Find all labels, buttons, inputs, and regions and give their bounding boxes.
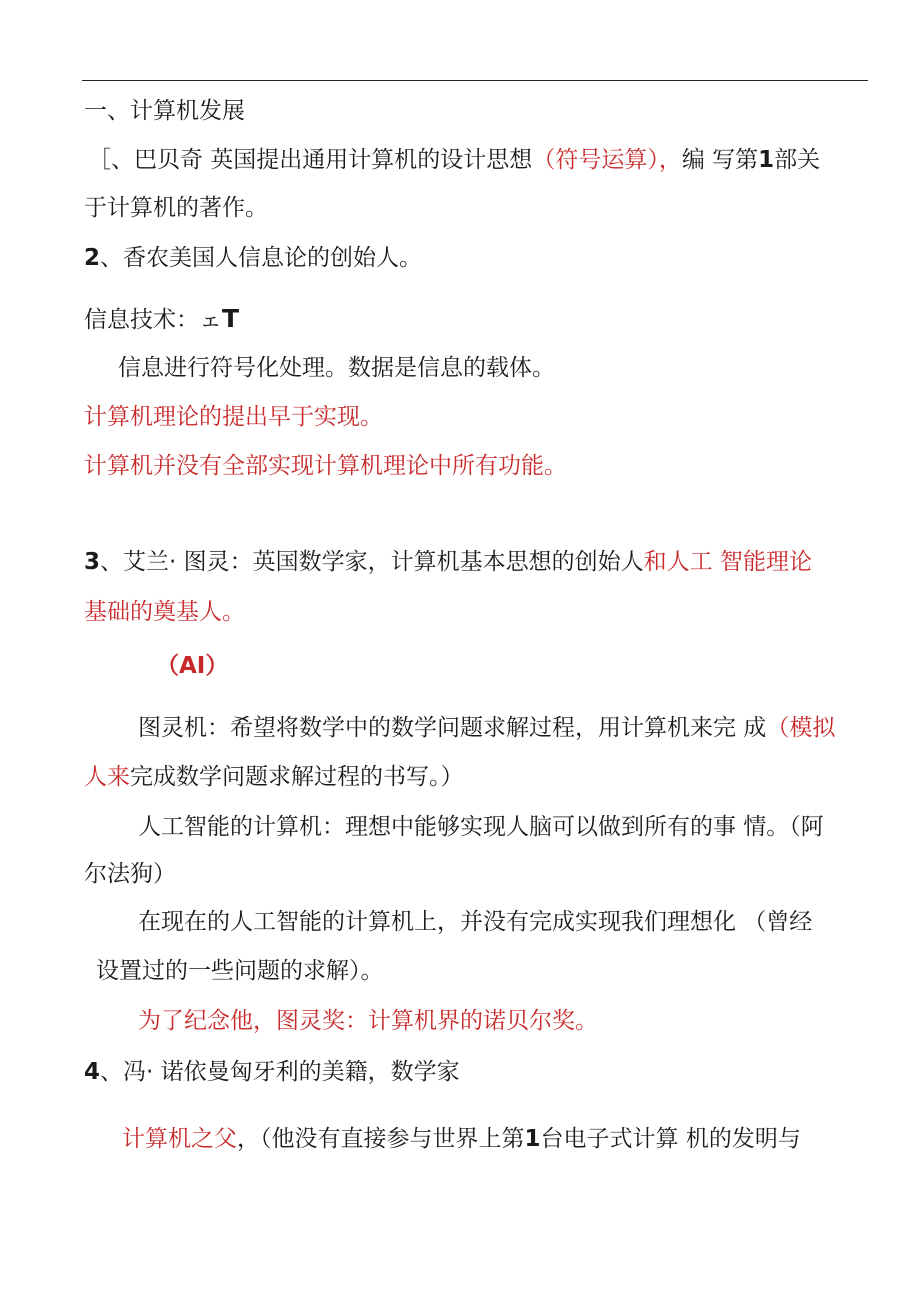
text-turing: 、艾兰· 图灵：英国数学家，计算机基本思想的创始人	[100, 549, 644, 575]
text-ai-abbrev: （AI）	[156, 653, 229, 679]
text-von-neumann: 、冯· 诺依曼匈牙利的美籍，数学家	[100, 1059, 460, 1085]
paragraph-it	[84, 303, 239, 336]
paragraph-theory-before-implementation: 计算机理论的提出早于实现。	[84, 404, 383, 430]
paragraph-not-all-implemented: 计算机并没有全部实现计算机理论中所有功能。	[84, 453, 567, 479]
paragraph-turing-line2: 基础的奠基人。	[84, 599, 245, 625]
paragraph-father-of-computer	[122, 1123, 801, 1155]
item-number-3: 3	[84, 549, 101, 575]
text-father-of-computer: 计算机之父	[122, 1126, 237, 1152]
heading-computer-development: 一、计算机发展	[84, 98, 245, 124]
text-shannon: 、香农美国人信息论的创始人。	[100, 245, 423, 271]
paragraph-turing-line1	[84, 546, 812, 578]
text-symbol-operation: （符号运算），	[532, 147, 682, 173]
number-one: 1	[758, 147, 775, 173]
paragraph-current-ai-line2: 设置过的一些问题的求解）。	[96, 958, 384, 984]
paragraph-current-ai-line1: 在现在的人工智能的计算机上，并没有完成实现我们理想化 （曾经	[138, 909, 813, 935]
text-it-label: 信息技术：	[84, 307, 199, 333]
paragraph-von-neumann	[84, 1056, 460, 1088]
text-it-glyph: ェ	[199, 307, 222, 333]
text-complete: 完成数学问题求解过程的书写。）	[130, 764, 464, 790]
paragraph-shannon	[84, 242, 422, 274]
paragraph-info-processing: 信息进行符号化处理。数据是信息的载体。	[118, 355, 555, 381]
header-rule	[82, 80, 868, 81]
paragraph-babbage-line1	[88, 144, 820, 176]
text-ai-theory: 和人工 智能理论	[643, 549, 812, 575]
paragraph-babbage-line2: 于计算机的著作。	[84, 195, 268, 221]
text-write: 编 写第	[681, 147, 759, 173]
item-number-2: 2	[84, 245, 101, 271]
paragraph-ai-computer-line1: 人工智能的计算机：理想中能够实现人脑可以做到所有的事 情。（阿	[138, 814, 824, 840]
paragraph-turing-award: 为了纪念他，图灵奖：计算机界的诺贝尔奖。	[138, 1008, 598, 1034]
text-human: 人来	[84, 764, 130, 790]
number-one-b: 1	[524, 1126, 541, 1152]
text-simulate: （模拟	[766, 715, 836, 741]
text-it-t: T	[222, 304, 240, 333]
text-turing-machine: 图灵机：希望将数学中的数学问题求解过程，用计算机来完 成	[138, 715, 767, 741]
paragraph-turing-machine-line2	[84, 761, 464, 793]
item-number-4: 4	[84, 1059, 101, 1085]
text-not-directly: ，（他没有直接参与世界上第	[237, 1126, 525, 1152]
paragraph-turing-machine-line1	[138, 712, 835, 744]
text-electronic: 台电子式计算 机的发明与	[540, 1126, 801, 1152]
text-babbage: ［、巴贝奇 英国提出通用计算机的设计思想	[88, 147, 533, 173]
paragraph-ai-computer-line2: 尔法狗）	[84, 861, 176, 887]
text-about: 部关	[774, 147, 821, 173]
